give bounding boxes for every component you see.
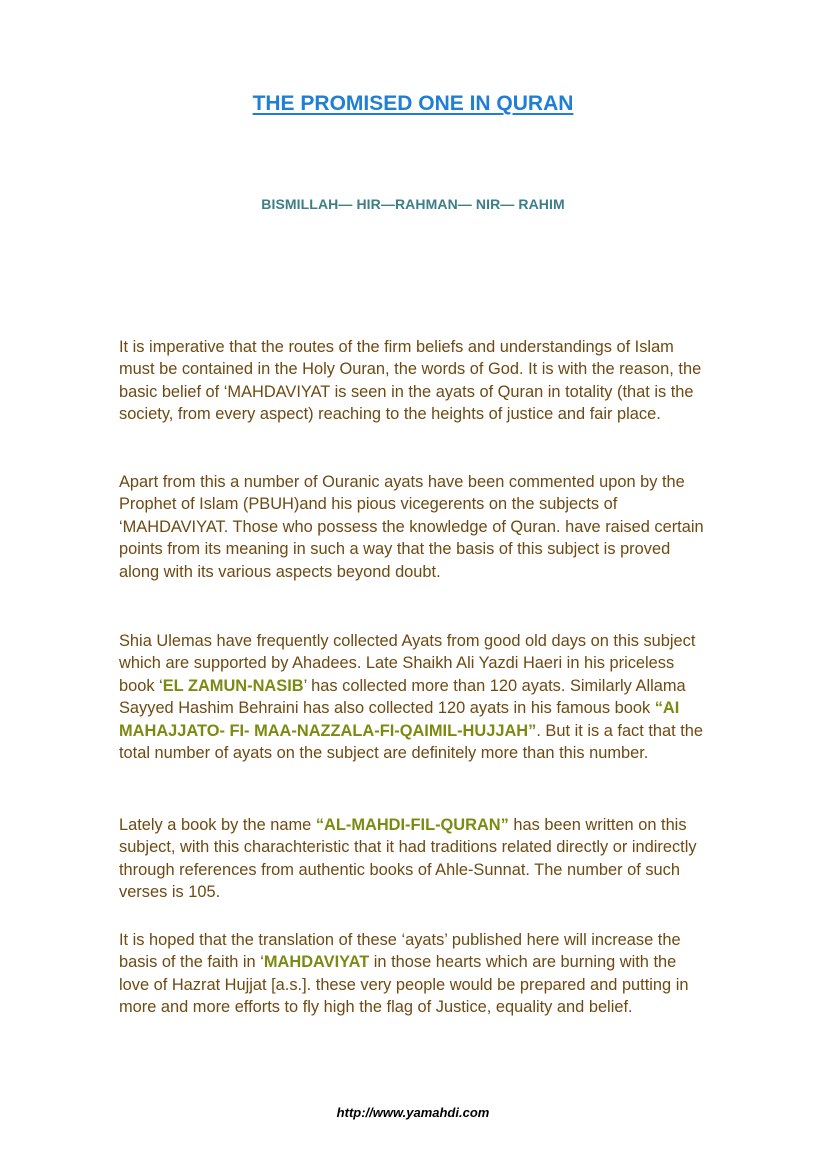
book-title-el-zamun-nasib: EL ZAMUN-NASIB [162, 676, 304, 695]
paragraph-1: It is imperative that the routes of the firm beliefs and understandings of Islam must be contained in the Holy Ouran, the words of God. It is with the reason, the basic belief of ‘MAHDAVIYAT is seen in the ayats of Quran in totality (that is the society, from every aspect) reaching to the heights of justice and fair place. [119, 338, 702, 424]
paragraph-5-text: in those hearts which are burning with the love of Hazrat Hujjat [a.s.]. these very people would be prepared and putting in more and more efforts to fly high the flag of Justice, equality and belief. [119, 953, 689, 1017]
paragraph-4 [119, 814, 709, 904]
paragraph-3-text: Shia Ulemas have frequently collected Ayats from good old days on this subject which are supported by Ahadees. Late Shaikh Ali Yazdi Haeri in his priceless book ‘ [119, 632, 696, 695]
mahdaviyat-emphasis: MAHDAVIYAT [263, 953, 370, 972]
paragraph-3-text: ’ has collected more than 120 ayats. Similarly Allama Sayyed Hashim Behraini has also collected 120 ayats in his famous book [119, 676, 686, 718]
paragraph-2: Apart from this a number of Ouranic ayats have been commented upon by the Prophet of Islam (PBUH)and his pious vicegerents on the subjects of ‘MAHDAVIYAT. Those who possess the knowledge of Quran. have raised certain points from its meaning in such a way that the basis of this subject is proved along with its various aspects beyond doubt. [119, 473, 704, 581]
bismillah-subtitle: BISMILLAH— HIR—RAHMAN— NIR— RAHIM [261, 196, 565, 212]
book-title-al-mahajjato: “AI MAHAJJATO- FI- MAA-NAZZALA-FI-QAIMIL-HUJJAH” [119, 699, 680, 740]
paragraph-5 [119, 929, 709, 1019]
paragraph-4-text: has been written on this subject, with this charachteristic that it had traditions related directly or indirectly through references from authentic books of Ahle-Sunnat. The number of such verses is 105. [119, 816, 697, 902]
paragraph-3-text: . But it is a fact that the total number of ayats on the subject are definitely more than this number. [119, 721, 704, 763]
paragraph-4-text: Lately a book by the name [119, 816, 316, 834]
book-title-al-mahdi-fil-quran: “AL-MAHDI-FIL-QURAN” [315, 816, 509, 834]
paragraph-5-text: It is hoped that the translation of these ‘ayats’ published here will increase the basis of the faith in ‘ [119, 931, 681, 972]
page-title: THE PROMISED ONE IN QURAN [252, 92, 574, 115]
footer-url-link[interactable]: http://www.yamahdi.com [336, 1105, 490, 1120]
paragraph-3 [119, 630, 709, 764]
